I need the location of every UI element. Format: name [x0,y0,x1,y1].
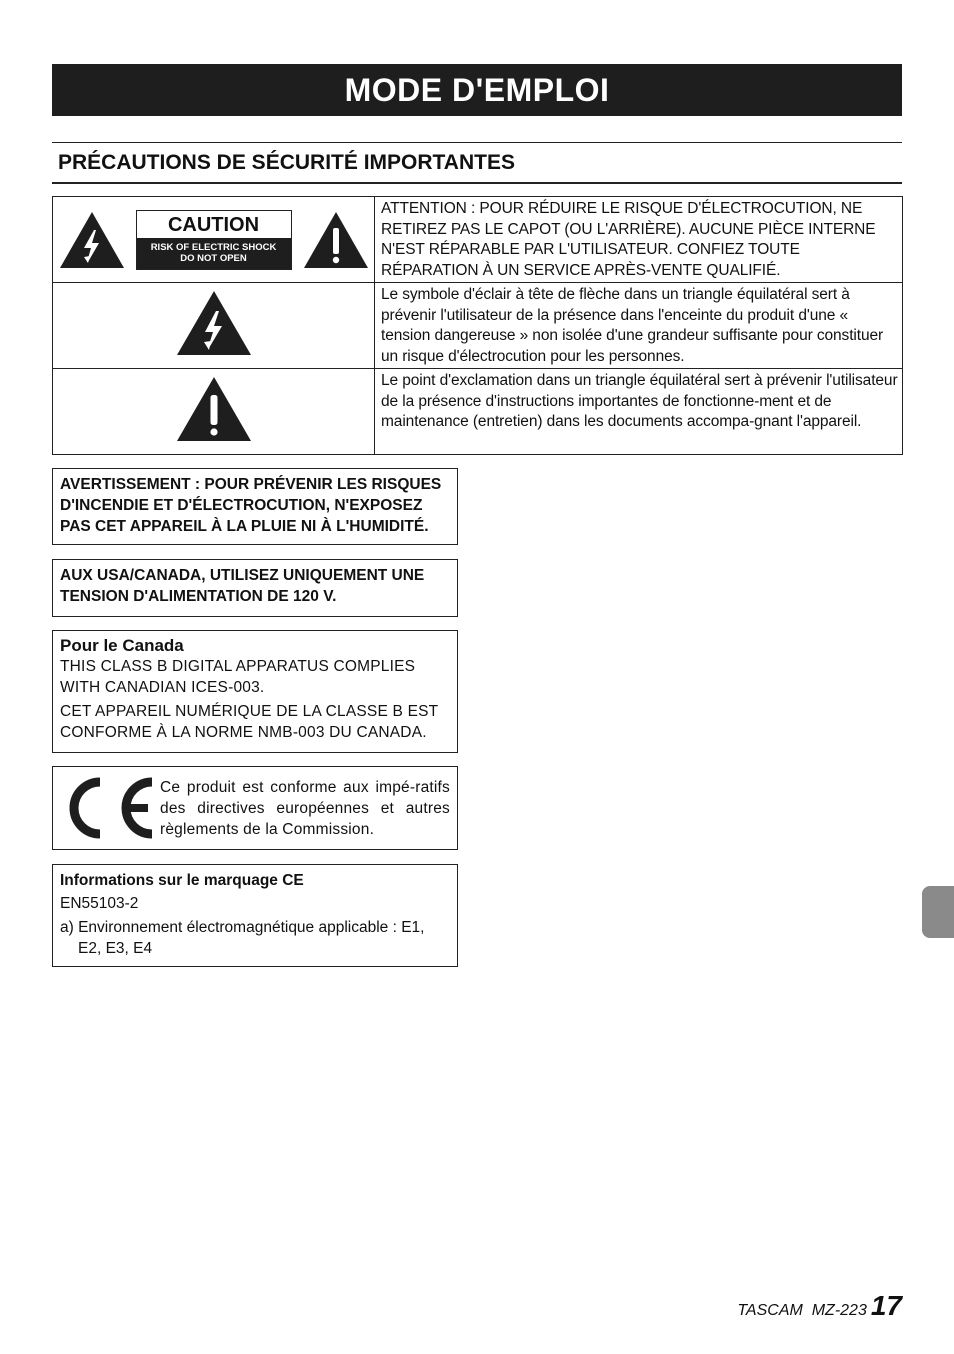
ce-conformity-text: Ce produit est conforme aux impé-ratifs des directives européennes et autres règlements de la Commission. [160,778,450,838]
canada-french-statement: CET APPAREIL NUMÉRIQUE DE LA CLASSE B EST CONFORME À LA NORME NMB-003 DU CANADA. [60,703,439,741]
ce-conformity-box [52,766,458,850]
page-number: 17 [870,1290,902,1321]
section-thumb-tab [922,886,954,938]
caution-title: CAUTION [137,211,291,241]
ce-marking-info-box [52,864,458,967]
footer-brand-model: TASCAM MZ-223 [737,1302,867,1319]
caution-line-2: DO NOT OPEN [180,253,247,264]
caution-subtitle [137,241,291,269]
caution-line-1: RISK OF ELECTRIC SHOCK [150,241,277,253]
table-row [53,369,903,455]
section-heading: PRÉCAUTIONS DE SÉCURITÉ IMPORTANTES [52,142,902,184]
electric-shock-warning-icon [175,289,253,357]
caution-label [136,210,292,270]
ce-info-heading: Informations sur le marquage CE [60,872,304,889]
canada-english-statement: THIS CLASS B DIGITAL APPARATUS COMPLIES WITH CANADIAN ICES-003. [60,658,416,696]
ce-info-standard: EN55103-2 [60,895,139,912]
lightning-symbol-cell [53,283,375,369]
canada-heading: Pour le Canada [60,636,184,655]
table-row [53,197,903,283]
exclamation-warning-icon [175,375,253,443]
electric-shock-warning-icon [58,210,126,270]
safety-symbols-table [52,196,903,455]
exclamation-symbol-text: Le point d'exclamation dans un triangle équilatéral sert à prévenir l'utilisateur de la présence d'instructions importantes de fonctionne-ment et de maintenance (entretien) dans les documents accompa-gnant l'appareil. [375,369,903,455]
caution-symbols-cell [53,197,375,283]
caution-text: ATTENTION : POUR RÉDUIRE LE RISQUE D'ÉLECTROCUTION, NE RETIREZ PAS LE CAPOT (OU L'ARRIÈRE). AUCUNE PIÈCE INTERNE N'EST RÉPARABLE PAR L'UTILISATEUR. CONFIEZ TOUTE RÉPARATION À UN SERVICE APRÈS-VENTE QUALIFIÉ. [375,197,903,283]
ce-mark-icon [60,774,160,842]
page-title: MODE D'EMPLOI [52,64,902,116]
exclamation-symbol-cell [53,369,375,455]
page-footer [600,1290,902,1324]
lightning-symbol-text: Le symbole d'éclair à tête de flèche dans un triangle équilatéral sert à prévenir l'utilisateur de la présence dans l'enceinte du produit d'une « tension dangereuse » non isolée d'une grandeur suffisante pour constituer un risque d'électrocution pour les personnes. [375,283,903,369]
voltage-warning-box: AUX USA/CANADA, UTILISEZ UNIQUEMENT UNE TENSION D'ALIMENTATION DE 120 V. [52,559,458,617]
table-row [53,283,903,369]
exclamation-warning-icon [302,210,370,270]
fire-shock-warning-box: AVERTISSEMENT : POUR PRÉVENIR LES RISQUES D'INCENDIE ET D'ÉLECTROCUTION, N'EXPOSEZ PAS CET APPAREIL À LA PLUIE NI À L'HUMIDITÉ. [52,468,458,545]
canada-compliance-box [52,630,458,753]
ce-info-environment: a) Environnement électromagnétique applicable : E1, E2, E3, E4 [60,919,425,957]
